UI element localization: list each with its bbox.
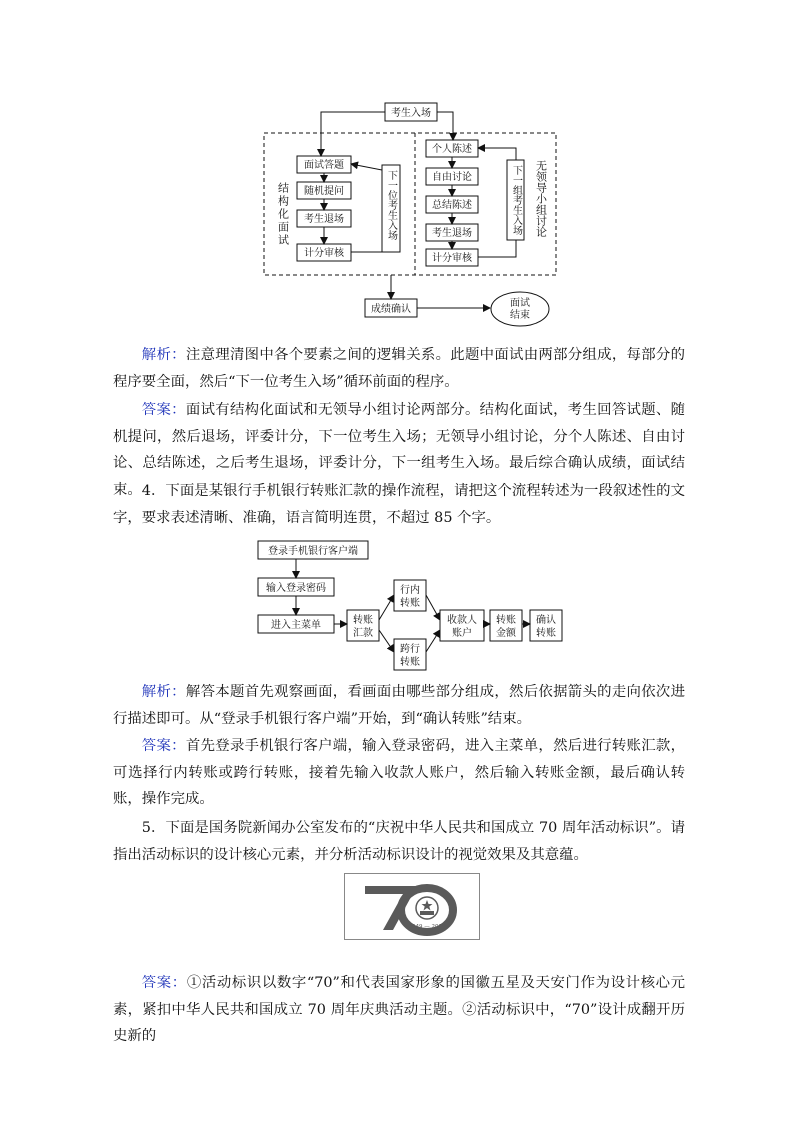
structured-step-label-4: 计分审核: [304, 248, 344, 259]
confirm-transfer-label-1: 确认: [536, 615, 556, 626]
intra-label-2: 转账: [400, 598, 420, 609]
structured-step-label-2: 随机提问: [304, 186, 344, 197]
transfer-label-2: 汇款: [353, 628, 373, 639]
logo-years: 1949 — 2019: [408, 924, 446, 930]
group-loop-label: 下一组考生入场: [510, 165, 522, 235]
login-label: 登录手机银行客户端: [268, 546, 358, 557]
analysis-1-text: 注意理清图中各个要素之间的逻辑关系。此题中面试由两部分组成，每部分的程序要全面，然后“下一位考生入场”循环前面的程序。: [113, 347, 685, 390]
structured-loop-label: 下一位考生入场: [385, 170, 397, 240]
group-step-label-2: 自由讨论: [432, 172, 472, 183]
start-label: 考生入场: [391, 108, 431, 119]
group-label: 无领导小组讨论: [534, 160, 548, 237]
analysis-2-text: 解答本题首先观察画面，看画面由哪些部分组成，然后依据箭头的走向依次进行描述即可。从“登录手机银行客户端”开始，到“确认转账”结束。: [113, 684, 685, 727]
intra-label-1: 行内: [400, 585, 420, 596]
question-4-text: 4．下面是某银行手机银行转账汇款的操作流程，请把这个流程转述为一段叙述性的文字，要求表述清晰、准确，语言简明连贯，不超过 85 个字。: [113, 483, 685, 526]
payee-label-1: 收款人: [447, 615, 477, 626]
answer-1-label: 答案：: [141, 402, 186, 418]
group-step-label-4: 考生退场: [432, 228, 472, 239]
banking-flowchart: [255, 535, 565, 675]
anniversary-logo: [344, 873, 480, 940]
end-label-1: 面试: [510, 298, 530, 309]
structured-step-label-1: 面试答题: [304, 160, 344, 171]
question-4: [113, 478, 685, 531]
structured-step-label-3: 考生退场: [304, 214, 344, 225]
password-label: 输入登录密码: [266, 583, 326, 594]
amount-label-1: 转账: [496, 615, 516, 626]
inter-label-1: 跨行: [400, 644, 420, 655]
answer-2: [113, 733, 685, 813]
answer-1-text: 面试有结构化面试和无领导小组讨论两部分。结构化面试，考生回答试题、随机提问，然后退场，评委计分，下一位考生入场；无领导小组讨论，分个人陈述、自由讨论、总结陈述，之后考生退场，评委计分，下一组考生入场。最后综合确认成绩，面试结束。: [113, 402, 685, 498]
payee-label-2: 账户: [452, 628, 472, 639]
structured-label: 结构化面试: [276, 182, 290, 247]
interview-flowchart: [255, 98, 565, 330]
group-step-label-3: 总结陈述: [432, 200, 472, 211]
group-step-label-5: 计分审核: [432, 253, 472, 264]
analysis-2: [113, 679, 685, 732]
end-label-2: 结束: [510, 310, 530, 321]
answer-2-label: 答案：: [141, 738, 186, 754]
inter-label-2: 转账: [400, 657, 420, 668]
answer-3: [113, 970, 685, 1050]
seventy-logo-graphic: [345, 874, 479, 939]
answer-3-text: ①活动标识以数字“70”和代表国家形象的国徽五星及天安门作为设计核心元素，紧扣中华人民共和国成立 70 周年庆典活动主题。②活动标识中，“70”设计成翻开历史新的: [113, 975, 685, 1044]
analysis-2-label: 解析：: [141, 684, 186, 700]
confirm-label: 成绩确认: [371, 304, 411, 315]
menu-label: 进入主菜单: [271, 620, 321, 631]
analysis-1: [113, 342, 685, 395]
question-5: [113, 815, 685, 868]
answer-2-text: 首先登录手机银行客户端，输入登录密码，进入主菜单，然后进行转账汇款，可选择行内转账或跨行转账，接着先输入收款人账户，然后输入转账金额，最后确认转账，操作完成。: [113, 738, 685, 807]
answer-3-label: 答案：: [141, 975, 187, 991]
question-5-text: 5．下面是国务院新闻办公室发布的“庆祝中华人民共和国成立 70 周年活动标识”。请指出活动标识的设计核心元素，并分析活动标识设计的视觉效果及其意蕴。: [113, 820, 685, 863]
transfer-label-1: 转账: [353, 615, 373, 626]
amount-label-2: 金额: [496, 628, 516, 639]
confirm-transfer-label-2: 转账: [536, 628, 556, 639]
group-step-label-1: 个人陈述: [432, 144, 472, 155]
analysis-1-label: 解析：: [141, 347, 186, 363]
